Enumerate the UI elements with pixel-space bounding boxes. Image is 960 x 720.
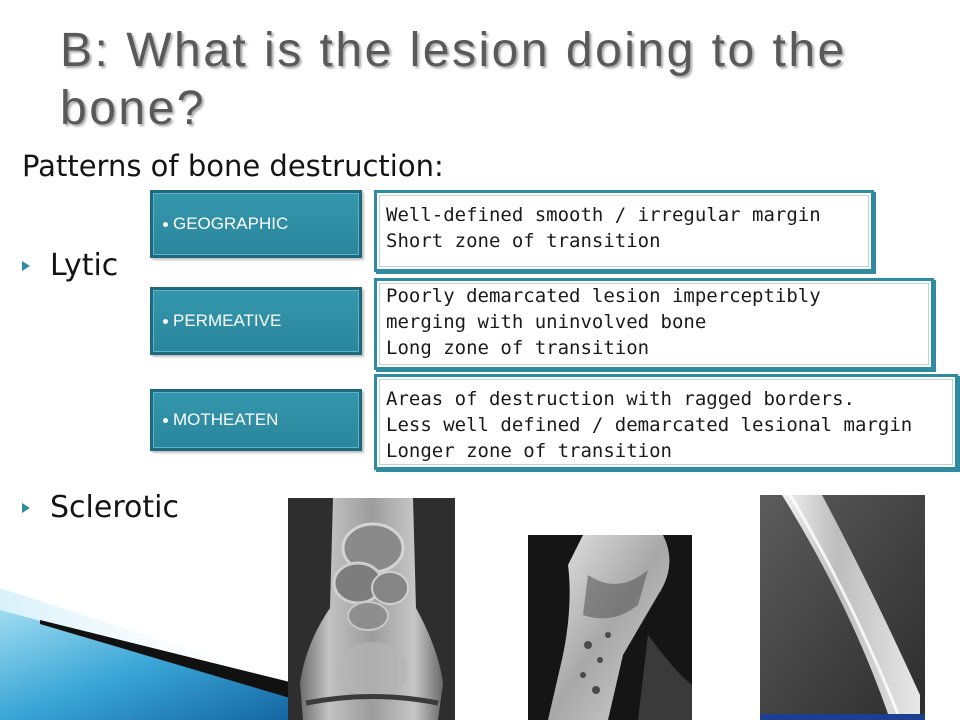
pattern-label-text: PERMEATIVE — [173, 311, 282, 330]
description-line: Areas of destruction with ragged borders. — [386, 388, 855, 410]
swoosh-blue-fill — [0, 610, 290, 720]
description-line: Longer zone of transition — [386, 440, 672, 462]
bullet-text: Lytic — [50, 248, 119, 283]
permeative-hole — [597, 657, 603, 663]
xray-image-knee — [288, 498, 455, 720]
description-line: Well-defined smooth / irregular margin — [386, 204, 821, 226]
xray-image-long-bone — [760, 495, 925, 720]
xray-blue-strip — [760, 714, 925, 720]
lesion-lobule — [348, 602, 388, 630]
description-line: Short zone of transition — [386, 230, 661, 252]
decorative-swoosh — [0, 570, 300, 720]
bullet-dot-icon — [163, 418, 168, 423]
description-line: Poorly demarcated lesion imperceptibly — [386, 285, 821, 307]
slide-title: B: What is the lesion doing to the bone? — [60, 24, 847, 135]
permeative-hole — [584, 641, 592, 649]
permeative-hole — [592, 686, 600, 694]
bullet-dot-icon — [163, 319, 168, 324]
pattern-label-text: MOTHEATEN — [173, 410, 279, 429]
pattern-label-text: GEOGRAPHIC — [173, 214, 289, 233]
patella-shadow — [338, 642, 408, 698]
pattern-description-motheaten — [374, 374, 958, 470]
permeative-hole — [580, 672, 586, 678]
slide-subtitle: Patterns of bone destruction: — [22, 149, 444, 183]
bullet-dot-icon — [163, 222, 168, 227]
description-line: Less well defined / demarcated lesional margin — [386, 414, 913, 436]
description-line: merging with uninvolved bone — [386, 311, 707, 333]
arrow-bullet-icon — [22, 261, 30, 271]
description-line: Long zone of transition — [386, 337, 650, 359]
bullet-text: Sclerotic — [50, 490, 179, 525]
pattern-label-permeative — [150, 287, 362, 355]
arrow-bullet-icon — [22, 503, 30, 513]
pattern-description-permeative — [374, 278, 934, 370]
pattern-label-geographic — [150, 190, 362, 258]
pattern-description-geographic — [374, 190, 874, 272]
permeative-hole — [605, 632, 611, 638]
lesion-lobule — [372, 572, 408, 604]
xray-image-permeative — [528, 535, 692, 720]
pattern-label-motheaten — [150, 389, 362, 451]
